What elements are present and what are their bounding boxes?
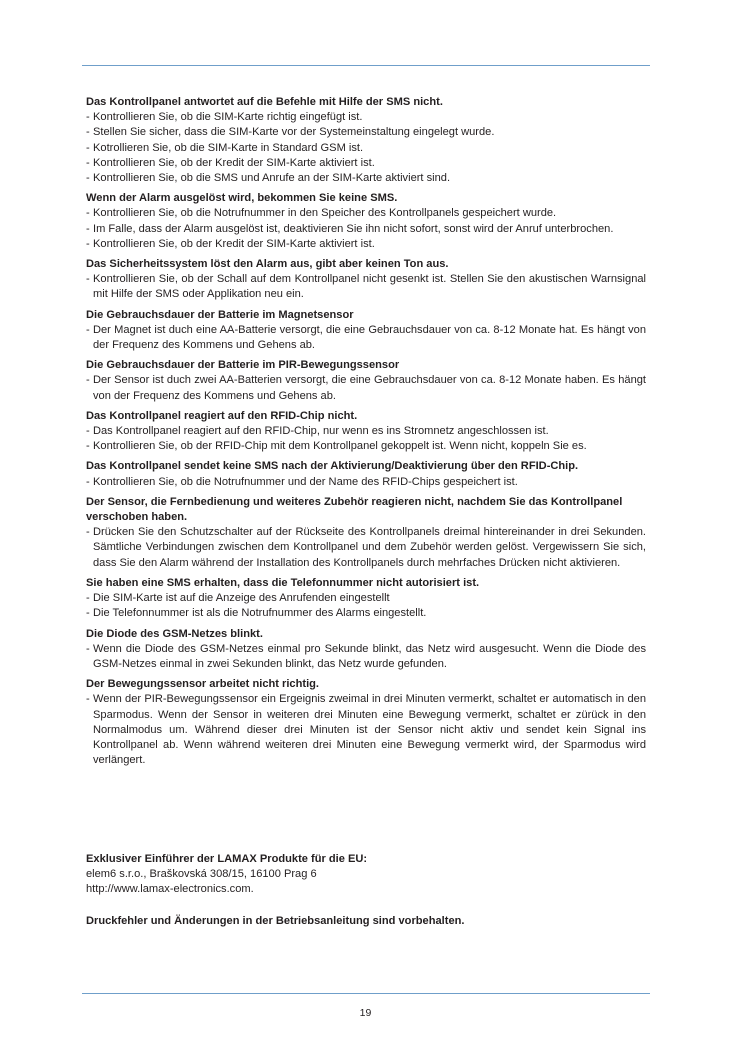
section-heading: Das Sicherheitssystem löst den Alarm aus, gibt aber keinen Ton aus. bbox=[86, 258, 449, 271]
list-item bbox=[86, 141, 646, 156]
list-dash: - bbox=[86, 156, 90, 169]
list-item bbox=[86, 156, 646, 171]
section-heading: Der Bewegungssensor arbeitet nicht richtig. bbox=[86, 678, 320, 691]
section-items bbox=[86, 110, 646, 186]
list-item-text: Das Kontrollpanel reagiert auf den RFID-Chip, nur wenn es ins Stromnetz angeschlossen ist. bbox=[93, 425, 549, 438]
section-items bbox=[86, 206, 646, 252]
list-dash: - bbox=[86, 273, 90, 286]
list-dash: - bbox=[86, 425, 90, 438]
list-item bbox=[86, 373, 646, 403]
list-item-text: Kontrollieren Sie, ob die SIM-Karte richtig eingefügt ist. bbox=[93, 111, 363, 124]
list-item-text: Kontrollieren Sie, ob die Notrufnummer in den Speicher des Kontrollpanels gespeichert wurde. bbox=[93, 207, 557, 220]
faq-section bbox=[86, 308, 646, 354]
faq-section bbox=[86, 257, 646, 303]
list-item bbox=[86, 110, 646, 125]
list-item bbox=[86, 439, 646, 454]
list-item bbox=[86, 475, 646, 490]
section-heading: Das Kontrollpanel reagiert auf den RFID-Chip nicht. bbox=[86, 409, 358, 422]
list-dash: - bbox=[86, 222, 90, 235]
list-dash: - bbox=[86, 207, 90, 220]
list-item-text: Die SIM-Karte ist auf die Anzeige des Anrufenden eingestellt bbox=[93, 592, 390, 605]
list-item-text: Kontrollieren Sie, ob der Schall auf dem Kontrollpanel nicht gesenkt ist. Stellen Sie den akustischen Warnsignal mit Hilfe der SMS oder Applikation neu ein. bbox=[93, 273, 646, 301]
troubleshooting-content bbox=[86, 95, 646, 773]
list-item bbox=[86, 171, 646, 186]
list-item bbox=[86, 206, 646, 221]
list-dash: - bbox=[86, 323, 90, 336]
section-heading: Wenn der Alarm ausgelöst wird, bekommen Sie keine SMS. bbox=[86, 192, 398, 205]
section-heading: Die Diode des GSM-Netzes blinkt. bbox=[86, 627, 263, 640]
list-dash: - bbox=[86, 592, 90, 605]
importer-address: elem6 s.r.o., Braškovská 308/15, 16100 Prag 6 bbox=[86, 868, 317, 881]
section-items bbox=[86, 692, 646, 768]
section-items bbox=[86, 272, 646, 302]
section-items bbox=[86, 475, 646, 490]
list-dash: - bbox=[86, 693, 90, 706]
list-item bbox=[86, 606, 646, 621]
list-item bbox=[86, 272, 646, 302]
section-items bbox=[86, 373, 646, 403]
list-item bbox=[86, 591, 646, 606]
section-items bbox=[86, 323, 646, 353]
list-dash: - bbox=[86, 475, 90, 488]
faq-section bbox=[86, 495, 646, 571]
section-heading: Der Sensor, die Fernbedienung und weiteres Zubehör reagieren nicht, nachdem Sie das Kontrollpanel verschoben haben. bbox=[86, 495, 623, 524]
list-dash: - bbox=[86, 607, 90, 620]
importer-url[interactable]: http://www.lamax-electronics.com. bbox=[86, 883, 254, 896]
list-item bbox=[86, 237, 646, 252]
list-dash: - bbox=[86, 642, 90, 655]
list-item-text: Kontrollieren Sie, ob der RFID-Chip mit dem Kontrollpanel gekoppelt ist. Wenn nicht, koppeln Sie es. bbox=[93, 440, 587, 453]
header-rule bbox=[82, 65, 650, 66]
list-item-text: Kotrollieren Sie, ob die SIM-Karte in Standard GSM ist. bbox=[93, 141, 364, 154]
importer-info bbox=[86, 852, 646, 898]
list-item-text: Kontrollieren Sie, ob die SMS und Anrufe an der SIM-Karte aktiviert sind. bbox=[93, 172, 451, 185]
faq-section bbox=[86, 191, 646, 252]
list-dash: - bbox=[86, 237, 90, 250]
list-dash: - bbox=[86, 141, 90, 154]
list-item-text: Wenn der PIR-Bewegungssensor ein Ergeignis zweimal in drei Minuten vermerkt, schaltet er automatisch in den Sparmodus. Wenn der Sensor in weiteren drei Minuten eine Bewegung vermerkt, schaltet er zürück in den Normalmodus um. Während dieser drei Minuten ist der Sensor nicht aktiv und sendet kein Signal ins Kontrollpanel ab. Wenn während weiteren drei Minuten eine Bewegung vermerkt wird, der Sparmodus wird verlängert. bbox=[93, 693, 646, 767]
list-item bbox=[86, 125, 646, 140]
importer-title: Exklusiver Einführer der LAMAX Produkte für die EU: bbox=[86, 853, 368, 865]
list-item bbox=[86, 642, 646, 672]
section-heading: Das Kontrollpanel sendet keine SMS nach der Aktivierung/Deaktivierung über den RFID-Chip. bbox=[86, 460, 579, 473]
list-item-text: Stellen Sie sicher, dass die SIM-Karte vor der Systemeinstaltung eingelegt wurde. bbox=[93, 126, 495, 139]
section-heading: Die Gebrauchsdauer der Batterie im Magnetsensor bbox=[86, 308, 354, 321]
faq-section bbox=[86, 358, 646, 404]
list-item bbox=[86, 525, 646, 571]
faq-section bbox=[86, 459, 646, 489]
section-heading: Die Gebrauchsdauer der Batterie im PIR-Bewegungssensor bbox=[86, 359, 400, 372]
list-item bbox=[86, 692, 646, 768]
page-number: 19 bbox=[359, 1007, 372, 1019]
list-item-text: Drücken Sie den Schutzschalter auf der Rückseite des Kontrollpanels dreimal hintereinander in drei Sekunden. Sämtliche Verbindungen zwischen dem Kontrollpanel und dem Zubehör werden gelöst. Vergewissern Sie sich, dass Sie den Alarm während der Installation des Kontrollpanels durch mehrfaches Drücken nicht aktivieren. bbox=[93, 526, 646, 569]
faq-section bbox=[86, 627, 646, 673]
section-items bbox=[86, 525, 646, 571]
list-item bbox=[86, 424, 646, 439]
list-dash: - bbox=[86, 526, 90, 539]
disclaimer: Druckfehler und Änderungen in der Betriebsanleitung sind vorbehalten. bbox=[86, 915, 465, 927]
faq-section bbox=[86, 409, 646, 455]
list-item-text: Im Falle, dass der Alarm ausgelöst ist, deaktivieren Sie ihn nicht sofort, sonst wird der Anruf unterbrochen. bbox=[93, 222, 614, 235]
section-items bbox=[86, 642, 646, 672]
list-item-text: Kontrollieren Sie, ob der Kredit der SIM-Karte aktiviert ist. bbox=[93, 156, 375, 169]
list-item-text: Der Magnet ist duch eine AA-Batterie versorgt, die eine Gebrauchsdauer von ca. 8-12 Monate hat. Es hängt von der Frequenz des Kommens und Gehens ab. bbox=[93, 323, 646, 352]
footer-rule bbox=[82, 993, 650, 994]
list-item-text: Kontrollieren Sie, ob die Notrufnummer und der Name des RFID-Chips gespeichert ist. bbox=[93, 475, 518, 488]
section-items bbox=[86, 591, 646, 621]
list-item bbox=[86, 222, 646, 237]
list-dash: - bbox=[86, 126, 90, 139]
list-dash: - bbox=[86, 440, 90, 453]
section-heading: Das Kontrollpanel antwortet auf die Befehle mit Hilfe der SMS nicht. bbox=[86, 96, 443, 108]
faq-section bbox=[86, 95, 646, 186]
faq-section bbox=[86, 576, 646, 622]
list-dash: - bbox=[86, 374, 90, 387]
list-item-text: Die Telefonnummer ist als die Notrufnummer des Alarms eingestellt. bbox=[93, 607, 427, 620]
faq-section bbox=[86, 677, 646, 768]
list-dash: - bbox=[86, 172, 90, 185]
section-heading: Sie haben eine SMS erhalten, dass die Telefonnummer nicht autorisiert ist. bbox=[86, 576, 480, 589]
list-item-text: Der Sensor ist duch zwei AA-Batterien versorgt, die eine Gebrauchsdauer von ca. 8-12 Monate haben. Es hängt von der Frequenz des Kommens und Gehens ab. bbox=[93, 374, 646, 402]
list-dash: - bbox=[86, 111, 90, 124]
list-item bbox=[86, 323, 646, 353]
section-items bbox=[86, 424, 646, 454]
list-item-text: Kontrollieren Sie, ob der Kredit der SIM-Karte aktiviert ist. bbox=[93, 237, 375, 250]
list-item-text: Wenn die Diode des GSM-Netzes einmal pro Sekunde blinkt, das Netz wird ausgesucht. Wenn die Diode des GSM-Netzes einmal in zwei Sekunden blinkt, das Netz wurde gefunden. bbox=[93, 642, 646, 670]
